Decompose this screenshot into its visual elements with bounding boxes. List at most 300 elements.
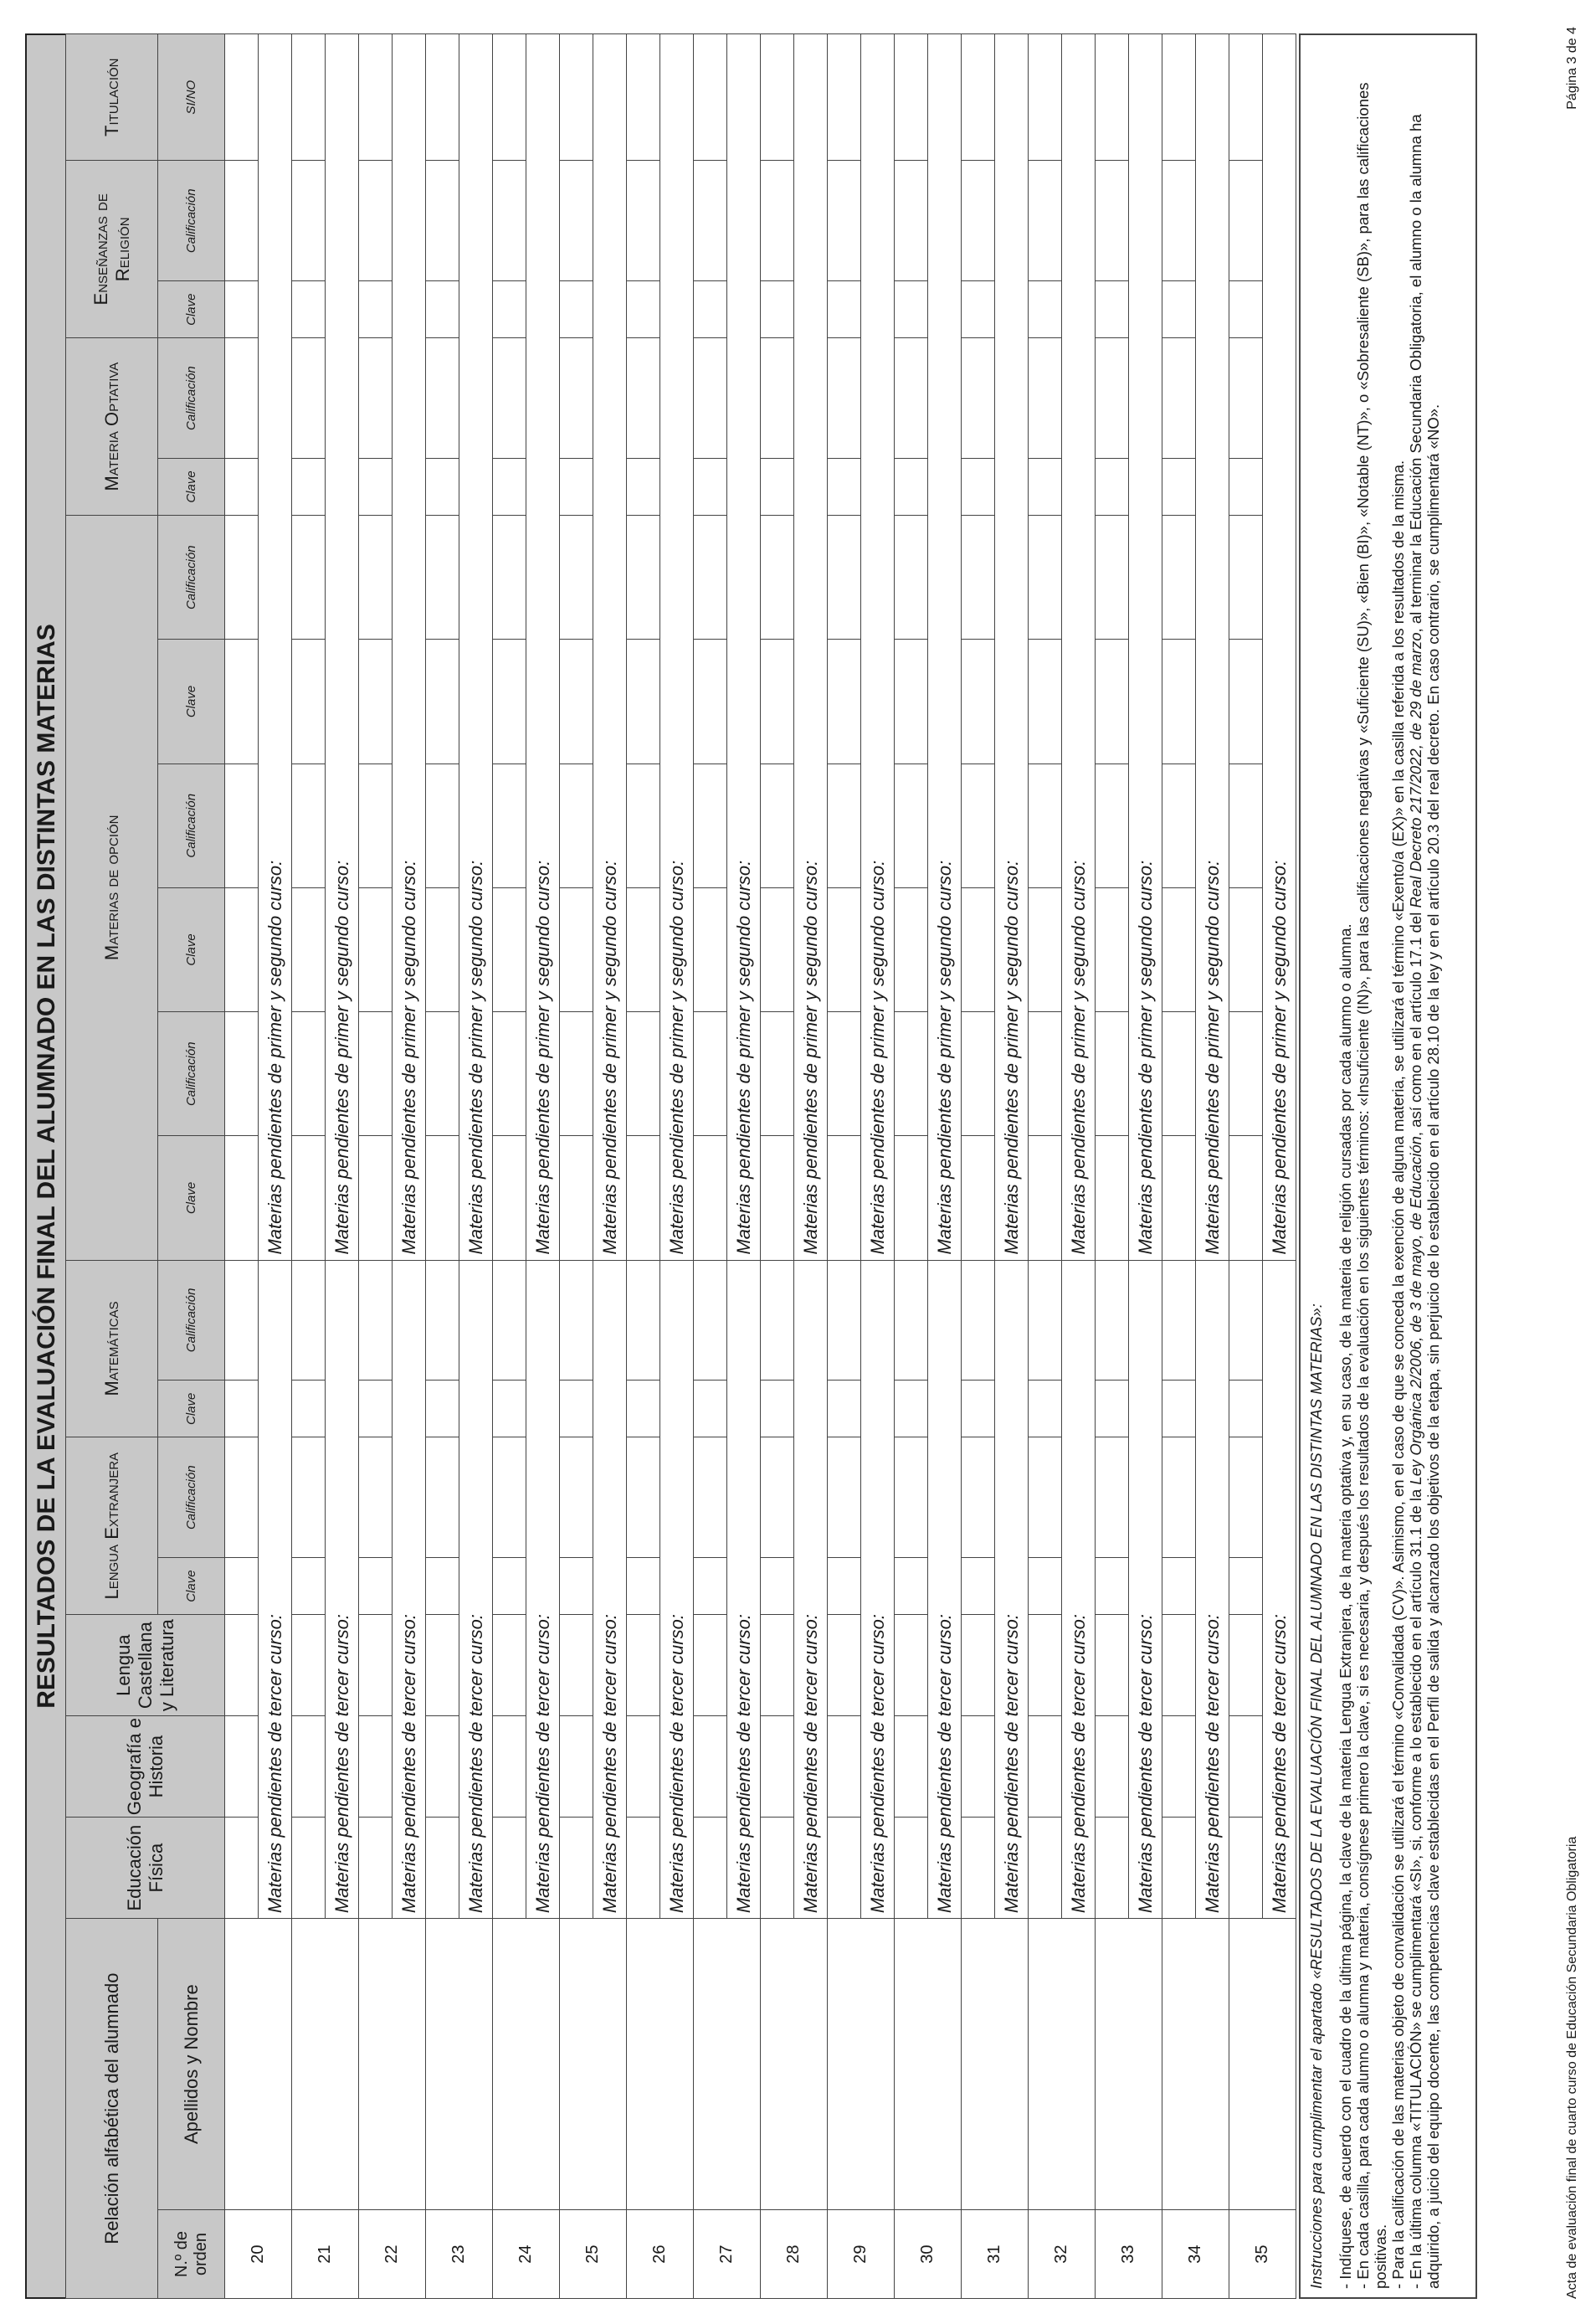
grade-cell[interactable]	[1229, 338, 1263, 459]
grade-cell[interactable]	[895, 1716, 928, 1818]
grade-cell[interactable]	[426, 161, 459, 281]
pending-tercer-cell[interactable]: Materias pendientes de tercer curso:	[861, 1260, 895, 1919]
grade-cell[interactable]	[1162, 1136, 1196, 1260]
student-name-cell[interactable]	[1029, 1919, 1096, 2210]
grade-cell[interactable]	[225, 281, 259, 338]
grade-cell[interactable]	[1162, 1260, 1196, 1381]
grade-cell[interactable]	[493, 338, 526, 459]
grade-cell[interactable]	[895, 1381, 928, 1437]
pending-primer-segundo-cell[interactable]: Materias pendientes de primer y segundo curso:	[928, 34, 962, 1261]
grade-cell[interactable]	[1229, 1260, 1263, 1381]
grade-cell[interactable]	[694, 640, 727, 764]
grade-cell[interactable]	[1229, 764, 1263, 887]
grade-cell[interactable]	[493, 1818, 526, 1919]
grade-cell[interactable]	[1029, 1012, 1062, 1136]
grade-cell[interactable]	[292, 1437, 326, 1558]
grade-cell[interactable]	[493, 1716, 526, 1818]
grade-cell[interactable]	[1229, 34, 1263, 161]
grade-cell[interactable]	[225, 640, 259, 764]
grade-cell[interactable]	[426, 338, 459, 459]
grade-cell[interactable]	[895, 161, 928, 281]
grade-cell[interactable]	[761, 640, 794, 764]
pending-primer-segundo-cell[interactable]: Materias pendientes de primer y segundo curso:	[1062, 34, 1096, 1261]
grade-cell[interactable]	[761, 1260, 794, 1381]
grade-cell[interactable]	[1029, 161, 1062, 281]
grade-cell[interactable]	[627, 458, 660, 515]
grade-cell[interactable]	[828, 458, 861, 515]
grade-cell[interactable]	[1229, 161, 1263, 281]
student-name-cell[interactable]	[359, 1919, 426, 2210]
pending-primer-segundo-cell[interactable]: Materias pendientes de primer y segundo curso:	[259, 34, 292, 1261]
grade-cell[interactable]	[761, 1615, 794, 1716]
grade-cell[interactable]	[292, 281, 326, 338]
grade-cell[interactable]	[627, 34, 660, 161]
grade-cell[interactable]	[962, 764, 995, 887]
grade-cell[interactable]	[761, 1012, 794, 1136]
grade-cell[interactable]	[292, 1381, 326, 1437]
grade-cell[interactable]	[1096, 1437, 1129, 1558]
grade-cell[interactable]	[1162, 161, 1196, 281]
pending-tercer-cell[interactable]: Materias pendientes de tercer curso:	[259, 1260, 292, 1919]
grade-cell[interactable]	[560, 1558, 593, 1615]
grade-cell[interactable]	[292, 640, 326, 764]
grade-cell[interactable]	[359, 1437, 393, 1558]
grade-cell[interactable]	[1162, 1818, 1196, 1919]
grade-cell[interactable]	[560, 1136, 593, 1260]
grade-cell[interactable]	[225, 1012, 259, 1136]
grade-cell[interactable]	[560, 1012, 593, 1136]
grade-cell[interactable]	[1162, 1558, 1196, 1615]
grade-cell[interactable]	[962, 1818, 995, 1919]
grade-cell[interactable]	[962, 34, 995, 161]
grade-cell[interactable]	[359, 1818, 393, 1919]
grade-cell[interactable]	[225, 1558, 259, 1615]
grade-cell[interactable]	[493, 161, 526, 281]
grade-cell[interactable]	[627, 1381, 660, 1437]
grade-cell[interactable]	[359, 281, 393, 338]
grade-cell[interactable]	[627, 161, 660, 281]
grade-cell[interactable]	[426, 1381, 459, 1437]
grade-cell[interactable]	[895, 640, 928, 764]
grade-cell[interactable]	[560, 887, 593, 1011]
grade-cell[interactable]	[761, 281, 794, 338]
grade-cell[interactable]	[1229, 281, 1263, 338]
grade-cell[interactable]	[1162, 1716, 1196, 1818]
pending-tercer-cell[interactable]: Materias pendientes de tercer curso:	[326, 1260, 359, 1919]
grade-cell[interactable]	[627, 1260, 660, 1381]
grade-cell[interactable]	[962, 640, 995, 764]
grade-cell[interactable]	[292, 887, 326, 1011]
grade-cell[interactable]	[426, 640, 459, 764]
grade-cell[interactable]	[426, 1136, 459, 1260]
grade-cell[interactable]	[895, 1558, 928, 1615]
grade-cell[interactable]	[493, 1558, 526, 1615]
grade-cell[interactable]	[225, 458, 259, 515]
grade-cell[interactable]	[828, 1437, 861, 1558]
pending-tercer-cell[interactable]: Materias pendientes de tercer curso:	[1129, 1260, 1162, 1919]
grade-cell[interactable]	[828, 887, 861, 1011]
grade-cell[interactable]	[694, 1615, 727, 1716]
grade-cell[interactable]	[962, 1716, 995, 1818]
grade-cell[interactable]	[1162, 764, 1196, 887]
grade-cell[interactable]	[493, 764, 526, 887]
grade-cell[interactable]	[828, 338, 861, 459]
grade-cell[interactable]	[359, 1381, 393, 1437]
grade-cell[interactable]	[1162, 1437, 1196, 1558]
pending-tercer-cell[interactable]: Materias pendientes de tercer curso:	[794, 1260, 828, 1919]
pending-tercer-cell[interactable]: Materias pendientes de tercer curso:	[526, 1260, 560, 1919]
student-name-cell[interactable]	[426, 1919, 493, 2210]
grade-cell[interactable]	[1229, 1437, 1263, 1558]
grade-cell[interactable]	[694, 281, 727, 338]
grade-cell[interactable]	[1162, 338, 1196, 459]
grade-cell[interactable]	[694, 1381, 727, 1437]
grade-cell[interactable]	[1162, 640, 1196, 764]
grade-cell[interactable]	[761, 1558, 794, 1615]
grade-cell[interactable]	[761, 34, 794, 161]
grade-cell[interactable]	[1096, 1615, 1129, 1716]
grade-cell[interactable]	[225, 1716, 259, 1818]
grade-cell[interactable]	[1229, 458, 1263, 515]
grade-cell[interactable]	[1096, 458, 1129, 515]
grade-cell[interactable]	[493, 1381, 526, 1437]
grade-cell[interactable]	[359, 338, 393, 459]
student-name-cell[interactable]	[292, 1919, 359, 2210]
grade-cell[interactable]	[761, 764, 794, 887]
grade-cell[interactable]	[694, 887, 727, 1011]
grade-cell[interactable]	[1029, 887, 1062, 1011]
grade-cell[interactable]	[1229, 887, 1263, 1011]
grade-cell[interactable]	[761, 1136, 794, 1260]
grade-cell[interactable]	[426, 1615, 459, 1716]
grade-cell[interactable]	[962, 1136, 995, 1260]
grade-cell[interactable]	[225, 34, 259, 161]
grade-cell[interactable]	[895, 1437, 928, 1558]
grade-cell[interactable]	[627, 887, 660, 1011]
grade-cell[interactable]	[426, 1558, 459, 1615]
pending-primer-segundo-cell[interactable]: Materias pendientes de primer y segundo curso:	[1263, 34, 1296, 1261]
grade-cell[interactable]	[895, 887, 928, 1011]
grade-cell[interactable]	[962, 1260, 995, 1381]
grade-cell[interactable]	[225, 338, 259, 459]
grade-cell[interactable]	[1229, 1136, 1263, 1260]
student-name-cell[interactable]	[962, 1919, 1029, 2210]
grade-cell[interactable]	[1029, 1818, 1062, 1919]
pending-tercer-cell[interactable]: Materias pendientes de tercer curso:	[393, 1260, 426, 1919]
pending-primer-segundo-cell[interactable]: Materias pendientes de primer y segundo curso:	[727, 34, 761, 1261]
grade-cell[interactable]	[895, 1136, 928, 1260]
grade-cell[interactable]	[1029, 1716, 1062, 1818]
grade-cell[interactable]	[1229, 1818, 1263, 1919]
grade-cell[interactable]	[359, 516, 393, 640]
grade-cell[interactable]	[359, 34, 393, 161]
grade-cell[interactable]	[1096, 1136, 1129, 1260]
grade-cell[interactable]	[1029, 1558, 1062, 1615]
pending-primer-segundo-cell[interactable]: Materias pendientes de primer y segundo curso:	[326, 34, 359, 1261]
grade-cell[interactable]	[493, 281, 526, 338]
grade-cell[interactable]	[1029, 338, 1062, 459]
grade-cell[interactable]	[560, 161, 593, 281]
grade-cell[interactable]	[828, 640, 861, 764]
grade-cell[interactable]	[292, 1716, 326, 1818]
grade-cell[interactable]	[225, 1818, 259, 1919]
grade-cell[interactable]	[225, 887, 259, 1011]
grade-cell[interactable]	[359, 1260, 393, 1381]
grade-cell[interactable]	[560, 516, 593, 640]
grade-cell[interactable]	[1096, 887, 1129, 1011]
grade-cell[interactable]	[627, 1136, 660, 1260]
grade-cell[interactable]	[426, 1818, 459, 1919]
grade-cell[interactable]	[493, 34, 526, 161]
pending-primer-segundo-cell[interactable]: Materias pendientes de primer y segundo curso:	[593, 34, 627, 1261]
grade-cell[interactable]	[694, 516, 727, 640]
grade-cell[interactable]	[426, 887, 459, 1011]
grade-cell[interactable]	[895, 764, 928, 887]
grade-cell[interactable]	[828, 1615, 861, 1716]
grade-cell[interactable]	[627, 338, 660, 459]
grade-cell[interactable]	[627, 1716, 660, 1818]
grade-cell[interactable]	[225, 1136, 259, 1260]
grade-cell[interactable]	[493, 1012, 526, 1136]
pending-tercer-cell[interactable]: Materias pendientes de tercer curso:	[1062, 1260, 1096, 1919]
grade-cell[interactable]	[962, 1437, 995, 1558]
grade-cell[interactable]	[962, 1012, 995, 1136]
grade-cell[interactable]	[292, 1615, 326, 1716]
grade-cell[interactable]	[962, 1558, 995, 1615]
grade-cell[interactable]	[292, 516, 326, 640]
grade-cell[interactable]	[292, 764, 326, 887]
grade-cell[interactable]	[1162, 516, 1196, 640]
grade-cell[interactable]	[761, 1818, 794, 1919]
grade-cell[interactable]	[694, 458, 727, 515]
pending-tercer-cell[interactable]: Materias pendientes de tercer curso:	[995, 1260, 1029, 1919]
student-name-cell[interactable]	[1229, 1919, 1296, 2210]
student-name-cell[interactable]	[493, 1919, 560, 2210]
grade-cell[interactable]	[560, 34, 593, 161]
pending-primer-segundo-cell[interactable]: Materias pendientes de primer y segundo curso:	[861, 34, 895, 1261]
grade-cell[interactable]	[1096, 34, 1129, 161]
pending-tercer-cell[interactable]: Materias pendientes de tercer curso:	[1263, 1260, 1296, 1919]
grade-cell[interactable]	[828, 34, 861, 161]
grade-cell[interactable]	[828, 161, 861, 281]
grade-cell[interactable]	[426, 1012, 459, 1136]
grade-cell[interactable]	[493, 1260, 526, 1381]
grade-cell[interactable]	[828, 1381, 861, 1437]
grade-cell[interactable]	[493, 1136, 526, 1260]
grade-cell[interactable]	[694, 1558, 727, 1615]
grade-cell[interactable]	[1229, 1381, 1263, 1437]
grade-cell[interactable]	[694, 1012, 727, 1136]
grade-cell[interactable]	[895, 34, 928, 161]
pending-primer-segundo-cell[interactable]: Materias pendientes de primer y segundo curso:	[526, 34, 560, 1261]
grade-cell[interactable]	[292, 338, 326, 459]
pending-tercer-cell[interactable]: Materias pendientes de tercer curso:	[928, 1260, 962, 1919]
grade-cell[interactable]	[895, 1615, 928, 1716]
grade-cell[interactable]	[1096, 338, 1129, 459]
pending-tercer-cell[interactable]: Materias pendientes de tercer curso:	[660, 1260, 694, 1919]
grade-cell[interactable]	[225, 516, 259, 640]
grade-cell[interactable]	[426, 458, 459, 515]
grade-cell[interactable]	[627, 1012, 660, 1136]
grade-cell[interactable]	[895, 338, 928, 459]
grade-cell[interactable]	[1029, 1437, 1062, 1558]
grade-cell[interactable]	[560, 1716, 593, 1818]
grade-cell[interactable]	[828, 1012, 861, 1136]
grade-cell[interactable]	[1162, 458, 1196, 515]
grade-cell[interactable]	[962, 887, 995, 1011]
grade-cell[interactable]	[292, 458, 326, 515]
grade-cell[interactable]	[895, 458, 928, 515]
grade-cell[interactable]	[1096, 281, 1129, 338]
grade-cell[interactable]	[426, 764, 459, 887]
grade-cell[interactable]	[225, 1260, 259, 1381]
grade-cell[interactable]	[828, 764, 861, 887]
grade-cell[interactable]	[1029, 1260, 1062, 1381]
grade-cell[interactable]	[828, 1716, 861, 1818]
grade-cell[interactable]	[225, 1615, 259, 1716]
grade-cell[interactable]	[560, 338, 593, 459]
grade-cell[interactable]	[694, 34, 727, 161]
pending-primer-segundo-cell[interactable]: Materias pendientes de primer y segundo curso:	[995, 34, 1029, 1261]
grade-cell[interactable]	[359, 161, 393, 281]
grade-cell[interactable]	[359, 640, 393, 764]
grade-cell[interactable]	[1096, 516, 1129, 640]
grade-cell[interactable]	[225, 161, 259, 281]
grade-cell[interactable]	[292, 161, 326, 281]
grade-cell[interactable]	[1162, 887, 1196, 1011]
grade-cell[interactable]	[761, 338, 794, 459]
grade-cell[interactable]	[359, 764, 393, 887]
grade-cell[interactable]	[359, 1615, 393, 1716]
grade-cell[interactable]	[694, 764, 727, 887]
grade-cell[interactable]	[1229, 1558, 1263, 1615]
grade-cell[interactable]	[627, 1558, 660, 1615]
grade-cell[interactable]	[359, 1716, 393, 1818]
grade-cell[interactable]	[828, 1818, 861, 1919]
grade-cell[interactable]	[828, 1558, 861, 1615]
grade-cell[interactable]	[761, 516, 794, 640]
grade-cell[interactable]	[225, 1381, 259, 1437]
pending-tercer-cell[interactable]: Materias pendientes de tercer curso:	[727, 1260, 761, 1919]
grade-cell[interactable]	[225, 1437, 259, 1558]
grade-cell[interactable]	[426, 1260, 459, 1381]
grade-cell[interactable]	[493, 458, 526, 515]
grade-cell[interactable]	[962, 516, 995, 640]
pending-primer-segundo-cell[interactable]: Materias pendientes de primer y segundo curso:	[1196, 34, 1229, 1261]
grade-cell[interactable]	[1029, 640, 1062, 764]
pending-tercer-cell[interactable]: Materias pendientes de tercer curso:	[593, 1260, 627, 1919]
grade-cell[interactable]	[1096, 1558, 1129, 1615]
grade-cell[interactable]	[828, 1260, 861, 1381]
grade-cell[interactable]	[493, 640, 526, 764]
grade-cell[interactable]	[627, 1818, 660, 1919]
grade-cell[interactable]	[828, 516, 861, 640]
grade-cell[interactable]	[1029, 764, 1062, 887]
grade-cell[interactable]	[1029, 516, 1062, 640]
grade-cell[interactable]	[359, 887, 393, 1011]
grade-cell[interactable]	[694, 1818, 727, 1919]
grade-cell[interactable]	[1096, 764, 1129, 887]
grade-cell[interactable]	[560, 640, 593, 764]
grade-cell[interactable]	[493, 1437, 526, 1558]
grade-cell[interactable]	[426, 516, 459, 640]
grade-cell[interactable]	[359, 1136, 393, 1260]
grade-cell[interactable]	[1229, 1615, 1263, 1716]
grade-cell[interactable]	[560, 1437, 593, 1558]
grade-cell[interactable]	[1029, 1136, 1062, 1260]
grade-cell[interactable]	[1096, 1716, 1129, 1818]
grade-cell[interactable]	[962, 161, 995, 281]
grade-cell[interactable]	[962, 338, 995, 459]
pending-primer-segundo-cell[interactable]: Materias pendientes de primer y segundo curso:	[393, 34, 426, 1261]
grade-cell[interactable]	[962, 458, 995, 515]
grade-cell[interactable]	[694, 1437, 727, 1558]
grade-cell[interactable]	[292, 1260, 326, 1381]
pending-primer-segundo-cell[interactable]: Materias pendientes de primer y segundo curso:	[459, 34, 493, 1261]
grade-cell[interactable]	[1162, 1012, 1196, 1136]
grade-cell[interactable]	[694, 1136, 727, 1260]
grade-cell[interactable]	[1229, 516, 1263, 640]
grade-cell[interactable]	[694, 1716, 727, 1818]
grade-cell[interactable]	[1096, 640, 1129, 764]
grade-cell[interactable]	[1162, 34, 1196, 161]
grade-cell[interactable]	[426, 281, 459, 338]
grade-cell[interactable]	[627, 281, 660, 338]
pending-primer-segundo-cell[interactable]: Materias pendientes de primer y segundo curso:	[660, 34, 694, 1261]
grade-cell[interactable]	[828, 281, 861, 338]
student-name-cell[interactable]	[761, 1919, 828, 2210]
grade-cell[interactable]	[426, 1437, 459, 1558]
grade-cell[interactable]	[359, 1558, 393, 1615]
grade-cell[interactable]	[694, 1260, 727, 1381]
grade-cell[interactable]	[1029, 1615, 1062, 1716]
grade-cell[interactable]	[962, 1381, 995, 1437]
grade-cell[interactable]	[761, 161, 794, 281]
grade-cell[interactable]	[1162, 281, 1196, 338]
grade-cell[interactable]	[1096, 1260, 1129, 1381]
pending-tercer-cell[interactable]: Materias pendientes de tercer curso:	[459, 1260, 493, 1919]
grade-cell[interactable]	[1162, 1615, 1196, 1716]
grade-cell[interactable]	[1229, 1012, 1263, 1136]
student-name-cell[interactable]	[694, 1919, 761, 2210]
grade-cell[interactable]	[1229, 640, 1263, 764]
grade-cell[interactable]	[359, 458, 393, 515]
grade-cell[interactable]	[426, 1716, 459, 1818]
grade-cell[interactable]	[1096, 161, 1129, 281]
grade-cell[interactable]	[1096, 1381, 1129, 1437]
grade-cell[interactable]	[962, 1615, 995, 1716]
student-name-cell[interactable]	[627, 1919, 694, 2210]
grade-cell[interactable]	[761, 1716, 794, 1818]
grade-cell[interactable]	[560, 764, 593, 887]
grade-cell[interactable]	[493, 1615, 526, 1716]
grade-cell[interactable]	[627, 1615, 660, 1716]
grade-cell[interactable]	[761, 887, 794, 1011]
grade-cell[interactable]	[1229, 1716, 1263, 1818]
grade-cell[interactable]	[560, 1818, 593, 1919]
grade-cell[interactable]	[1029, 281, 1062, 338]
grade-cell[interactable]	[560, 458, 593, 515]
student-name-cell[interactable]	[895, 1919, 962, 2210]
grade-cell[interactable]	[761, 458, 794, 515]
grade-cell[interactable]	[292, 34, 326, 161]
grade-cell[interactable]	[292, 1012, 326, 1136]
grade-cell[interactable]	[560, 1260, 593, 1381]
grade-cell[interactable]	[1029, 458, 1062, 515]
student-name-cell[interactable]	[225, 1919, 292, 2210]
grade-cell[interactable]	[560, 1381, 593, 1437]
student-name-cell[interactable]	[1096, 1919, 1162, 2210]
